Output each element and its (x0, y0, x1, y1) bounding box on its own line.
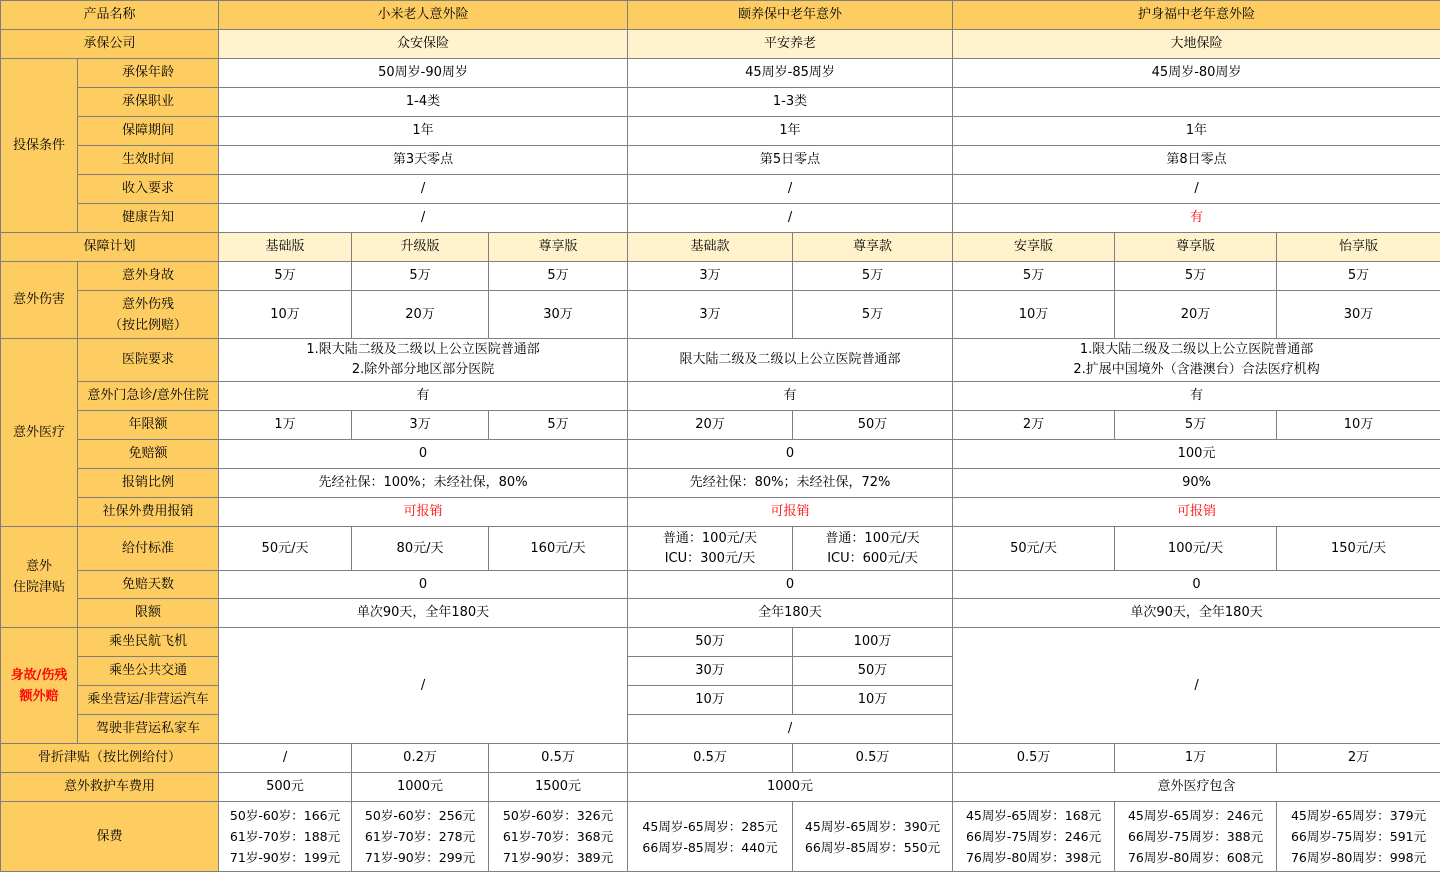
premium-line: 71岁-90岁：299元 (352, 847, 488, 868)
hospital-value-1 (219, 339, 628, 382)
period-value-1: 1年 (219, 117, 628, 146)
non-social-value-3: 可报销 (953, 498, 1440, 527)
car-value: 10万 (793, 686, 953, 715)
ambulance-value-3: 意外医疗包含 (953, 773, 1440, 802)
deductible-days-value-2: 0 (628, 571, 953, 599)
hospital-1-line2: 2.除外部分地区部分医院 (219, 360, 627, 380)
ratio-value-1: 先经社保：100%；未经社保，80% (219, 469, 628, 498)
health-value-1: / (219, 204, 628, 233)
disability-value: 20万 (352, 291, 489, 339)
annual-limit-value: 1万 (219, 411, 352, 440)
annual-limit-value: 2万 (953, 411, 1115, 440)
fracture-value: 0.5万 (793, 744, 953, 773)
flight-row (1, 628, 1440, 657)
plan-name: 尊享款 (793, 233, 953, 262)
drive-value: / (628, 715, 953, 744)
fracture-value: 2万 (1277, 744, 1440, 773)
deductible-days-label: 免赔天数 (78, 571, 219, 599)
non-social-label: 社保外费用报销 (78, 498, 219, 527)
ratio-value-3: 90% (953, 469, 1440, 498)
health-label: 健康告知 (78, 204, 219, 233)
deductible-value-2: 0 (628, 440, 953, 469)
disability-value: 10万 (219, 291, 352, 339)
age-label: 承保年龄 (78, 59, 219, 88)
insurer-2: 平安养老 (628, 30, 953, 59)
premium-line: 45周岁-65周岁：285元 (628, 816, 792, 837)
premium-cell (352, 802, 489, 872)
premium-line: 45周岁-65周岁：390元 (793, 816, 952, 837)
drive-label: 驾驶非营运私家车 (78, 715, 219, 744)
medical-group-label: 意外医疗 (1, 339, 78, 527)
death-value: 5万 (953, 262, 1115, 291)
allowance-cap-value-3: 单次90天，全年180天 (953, 599, 1440, 628)
allowance-standard-value: 150元/天 (1277, 527, 1440, 571)
deductible-value-3: 100元 (953, 440, 1440, 469)
premium-cell (219, 802, 352, 872)
allowance-normal: 普通：100元/天 (793, 529, 952, 549)
allowance-normal: 普通：100元/天 (628, 529, 792, 549)
premium-line: 71岁-90岁：199元 (219, 847, 351, 868)
disability-value: 5万 (793, 291, 953, 339)
deductible-days-row (1, 571, 1440, 599)
occupation-row (1, 88, 1440, 117)
death-label: 意外身故 (78, 262, 219, 291)
allowance-standard-value (628, 527, 793, 571)
hospital-value-2: 限大陆二级及二级以上公立医院普通部 (628, 339, 953, 382)
premium-cell (489, 802, 628, 872)
period-label: 保障期间 (78, 117, 219, 146)
premium-line: 71岁-90岁：389元 (489, 847, 627, 868)
flight-value: 50万 (628, 628, 793, 657)
annual-limit-value: 50万 (793, 411, 953, 440)
non-social-value-1: 可报销 (219, 498, 628, 527)
age-value-2: 45周岁-85周岁 (628, 59, 953, 88)
period-value-2: 1年 (628, 117, 953, 146)
product-name-3: 护身福中老年意外险 (953, 1, 1440, 30)
non-social-value-2: 可报销 (628, 498, 953, 527)
deductible-days-value-3: 0 (953, 571, 1440, 599)
injury-group-label: 意外伤害 (1, 262, 78, 339)
effective-value-2: 第5日零点 (628, 146, 953, 175)
allowance-standard-value: 50元/天 (953, 527, 1115, 571)
effective-label: 生效时间 (78, 146, 219, 175)
transit-label: 乘坐公共交通 (78, 657, 219, 686)
allowance-group-line1: 意外 (1, 556, 77, 577)
premium-line: 45周岁-65周岁：246元 (1115, 805, 1276, 826)
fracture-value: 0.5万 (489, 744, 628, 773)
income-row (1, 175, 1440, 204)
hospital-value-3 (953, 339, 1440, 382)
occupation-label: 承保职业 (78, 88, 219, 117)
income-label: 收入要求 (78, 175, 219, 204)
premium-line: 61岁-70岁：368元 (489, 826, 627, 847)
ratio-value-2: 先经社保：80%；未经社保，72% (628, 469, 953, 498)
outpatient-value-2: 有 (628, 382, 953, 411)
premium-cell (953, 802, 1115, 872)
allowance-standard-value: 160元/天 (489, 527, 628, 571)
non-social-row (1, 498, 1440, 527)
premium-cell (1277, 802, 1440, 872)
hospital-3-line1: 1.限大陆二级及二级以上公立医院普通部 (953, 340, 1440, 360)
plan-name: 尊享版 (489, 233, 628, 262)
income-value-3: / (953, 175, 1440, 204)
annual-limit-label: 年限额 (78, 411, 219, 440)
age-value-3: 45周岁-80周岁 (953, 59, 1440, 88)
extra-value-3: / (953, 628, 1440, 744)
allowance-group-label (1, 527, 78, 628)
occupation-value-2: 1-3类 (628, 88, 953, 117)
premium-line: 76周岁-80周岁：998元 (1277, 847, 1440, 868)
effective-value-1: 第3天零点 (219, 146, 628, 175)
premium-line: 76周岁-80周岁：608元 (1115, 847, 1276, 868)
car-value: 10万 (628, 686, 793, 715)
age-row (1, 59, 1440, 88)
premium-line: 66周岁-85周岁：550元 (793, 837, 952, 858)
disability-value: 20万 (1115, 291, 1277, 339)
health-value-2: / (628, 204, 953, 233)
death-value: 3万 (628, 262, 793, 291)
allowance-cap-value-1: 单次90天，全年180天 (219, 599, 628, 628)
premium-label: 保费 (1, 802, 219, 872)
ambulance-label: 意外救护车费用 (1, 773, 219, 802)
disability-value: 3万 (628, 291, 793, 339)
allowance-cap-value-2: 全年180天 (628, 599, 953, 628)
premium-line: 76周岁-80周岁：398元 (953, 847, 1114, 868)
fracture-value: 0.5万 (953, 744, 1115, 773)
insurer-row (1, 30, 1440, 59)
fracture-row (1, 744, 1440, 773)
income-value-1: / (219, 175, 628, 204)
plan-name: 升级版 (352, 233, 489, 262)
plan-name: 尊享版 (1115, 233, 1277, 262)
plan-name: 基础款 (628, 233, 793, 262)
annual-limit-row (1, 411, 1440, 440)
allowance-standard-value (793, 527, 953, 571)
death-value: 5万 (793, 262, 953, 291)
annual-limit-value: 10万 (1277, 411, 1440, 440)
product-name-1: 小米老人意外险 (219, 1, 628, 30)
deductible-label: 免赔额 (78, 440, 219, 469)
conditions-group-label: 投保条件 (1, 59, 78, 233)
ambulance-value: 1500元 (489, 773, 628, 802)
premium-line: 66周岁-75周岁：246元 (953, 826, 1114, 847)
outpatient-row (1, 382, 1440, 411)
product-name-row (1, 1, 1440, 30)
premium-line: 66周岁-75周岁：591元 (1277, 826, 1440, 847)
premium-cell (793, 802, 953, 872)
allowance-standard-value: 80元/天 (352, 527, 489, 571)
death-value: 5万 (1277, 262, 1440, 291)
insurer-1: 众安保险 (219, 30, 628, 59)
outpatient-value-1: 有 (219, 382, 628, 411)
allowance-standard-value: 50元/天 (219, 527, 352, 571)
allowance-standard-value: 100元/天 (1115, 527, 1277, 571)
premium-row (1, 802, 1440, 872)
allowance-icu: ICU：600元/天 (793, 549, 952, 569)
disability-value: 30万 (489, 291, 628, 339)
plan-name: 安享版 (953, 233, 1115, 262)
disability-value: 10万 (953, 291, 1115, 339)
disability-value: 30万 (1277, 291, 1440, 339)
disability-label-line1: 意外伤残 (78, 294, 218, 315)
ratio-label: 报销比例 (78, 469, 219, 498)
premium-line: 45周岁-65周岁：379元 (1277, 805, 1440, 826)
fracture-value: 1万 (1115, 744, 1277, 773)
fracture-value: 0.2万 (352, 744, 489, 773)
health-value-3: 有 (953, 204, 1440, 233)
flight-label: 乘坐民航飞机 (78, 628, 219, 657)
premium-line: 61岁-70岁：278元 (352, 826, 488, 847)
death-value: 5万 (489, 262, 628, 291)
income-value-2: / (628, 175, 953, 204)
annual-limit-value: 5万 (1115, 411, 1277, 440)
premium-line: 66周岁-85周岁：440元 (628, 837, 792, 858)
premium-line: 50岁-60岁：326元 (489, 805, 627, 826)
annual-limit-value: 5万 (489, 411, 628, 440)
fracture-label: 骨折津贴（按比例给付） (1, 744, 219, 773)
disability-label-line2: （按比例赔） (78, 315, 218, 336)
effective-row (1, 146, 1440, 175)
death-value: 5万 (352, 262, 489, 291)
age-value-1: 50周岁-90周岁 (219, 59, 628, 88)
hospital-1-line1: 1.限大陆二级及二级以上公立医院普通部 (219, 340, 627, 360)
extra-value-1: / (219, 628, 628, 744)
plan-name: 怡享版 (1277, 233, 1440, 262)
death-value: 5万 (219, 262, 352, 291)
extra-group-label (1, 628, 78, 744)
product-name-2: 颐养保中老年意外 (628, 1, 953, 30)
premium-cell (628, 802, 793, 872)
plan-row (1, 233, 1440, 262)
deductible-days-value-1: 0 (219, 571, 628, 599)
occupation-value-1: 1-4类 (219, 88, 628, 117)
insurer-3: 大地保险 (953, 30, 1440, 59)
deductible-row (1, 440, 1440, 469)
disability-label (78, 291, 219, 339)
transit-value: 50万 (793, 657, 953, 686)
ratio-row (1, 469, 1440, 498)
period-value-3: 1年 (953, 117, 1440, 146)
insurer-label: 承保公司 (1, 30, 219, 59)
allowance-group-line2: 住院津贴 (1, 577, 77, 598)
allowance-standard-label: 给付标准 (78, 527, 219, 571)
premium-line: 50岁-60岁：256元 (352, 805, 488, 826)
transit-value: 30万 (628, 657, 793, 686)
occupation-value-3 (953, 88, 1440, 117)
hospital-label: 医院要求 (78, 339, 219, 382)
car-label: 乘坐营运/非营运汽车 (78, 686, 219, 715)
annual-limit-value: 20万 (628, 411, 793, 440)
disability-row (1, 291, 1440, 339)
outpatient-value-3: 有 (953, 382, 1440, 411)
fracture-value: 0.5万 (628, 744, 793, 773)
extra-group-line1: 身故/伤残 (1, 665, 77, 686)
premium-line: 66周岁-75周岁：388元 (1115, 826, 1276, 847)
flight-value: 100万 (793, 628, 953, 657)
ambulance-value: 1000元 (352, 773, 489, 802)
period-row (1, 117, 1440, 146)
premium-line: 50岁-60岁：166元 (219, 805, 351, 826)
health-row (1, 204, 1440, 233)
ambulance-row (1, 773, 1440, 802)
outpatient-label: 意外门急诊/意外住院 (78, 382, 219, 411)
death-row (1, 262, 1440, 291)
allowance-cap-row (1, 599, 1440, 628)
premium-line: 45周岁-65周岁：168元 (953, 805, 1114, 826)
allowance-icu: ICU：300元/天 (628, 549, 792, 569)
plan-name: 基础版 (219, 233, 352, 262)
death-value: 5万 (1115, 262, 1277, 291)
effective-value-3: 第8日零点 (953, 146, 1440, 175)
fracture-value: / (219, 744, 352, 773)
ambulance-value-2: 1000元 (628, 773, 953, 802)
plan-label: 保障计划 (1, 233, 219, 262)
deductible-value-1: 0 (219, 440, 628, 469)
premium-line: 61岁-70岁：188元 (219, 826, 351, 847)
hospital-3-line2: 2.扩展中国境外（含港澳台）合法医疗机构 (953, 360, 1440, 380)
premium-cell (1115, 802, 1277, 872)
product-name-label: 产品名称 (1, 1, 219, 30)
allowance-cap-label: 限额 (78, 599, 219, 628)
extra-group-line2: 额外赔 (1, 686, 77, 707)
allowance-standard-row (1, 527, 1440, 571)
annual-limit-value: 3万 (352, 411, 489, 440)
ambulance-value: 500元 (219, 773, 352, 802)
hospital-row (1, 339, 1440, 382)
